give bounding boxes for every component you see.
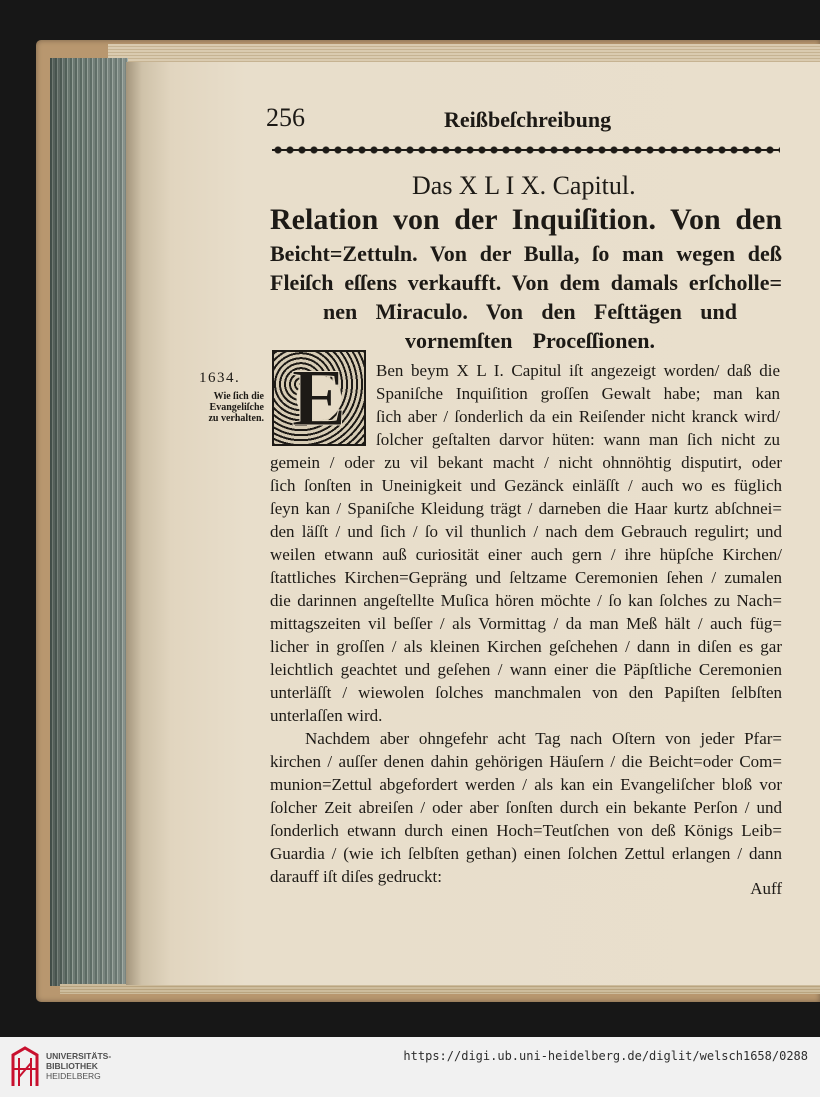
text-line: ſonderlich etwann durch einen Hoch=Teutſchen von deß Königs Leib= bbox=[270, 821, 782, 840]
chapter-heading: Das X L I X. Capitul. bbox=[412, 171, 636, 200]
margin-note-line: Evangeliſche bbox=[209, 402, 264, 413]
text-line: kirchen / auſſer denen dahin gehörigen Häuſern / die Beicht=oder Com= bbox=[270, 752, 782, 771]
text-line: den läſſt / und ſich / ſo vil thunlich / nach dem Gebrauch regulirt; und bbox=[270, 522, 782, 541]
text-line: mittagszeiten vil beſſer / als Vormittag / da man Meß hält / auch füg= bbox=[270, 614, 782, 633]
ornament-divider bbox=[272, 143, 780, 157]
text-line: ſich ſonſten in Uneinigkeit und Gezänck einläſſt / auch wo es füglich bbox=[270, 476, 782, 495]
text-line: Ben beym X L I. Capitul iſt angezeigt worden/ daß die bbox=[376, 361, 780, 380]
library-logo-icon bbox=[9, 1045, 41, 1089]
decorated-initial bbox=[272, 350, 366, 446]
catchword: Auff bbox=[750, 879, 782, 898]
page-edges-top bbox=[108, 44, 820, 64]
text-line: weilen etwann auß curiosität einer auch gern / ihre hüpſche Kirchen/ bbox=[270, 545, 782, 564]
text-line: gemein / oder zu vil bekant macht / nicht ohnnöhtig disputirt, oder bbox=[270, 453, 782, 472]
chapter-title-line: Beicht=Zettuln. Von der Bulla, ſo man wegen deß bbox=[270, 241, 782, 266]
chapter-title-line: nen Miraculo. Von den Feſttägen und bbox=[323, 299, 737, 324]
text-line: ſolcher Zeit abreiſen / oder aber ſonſten durch ein bekante Perſon / und bbox=[270, 798, 782, 817]
text-line: ſich aber / ſonderlich da ein Reiſender nicht kranck wird/ bbox=[376, 407, 780, 426]
page-edges-bottom bbox=[60, 984, 820, 994]
text-line: darauff iſt diſes gedruckt: bbox=[270, 867, 442, 886]
logo-text-line: UNIVERSITÄTS- bbox=[46, 1051, 112, 1061]
margin-note-line: zu verhalten. bbox=[208, 413, 264, 424]
logo-text-line: HEIDELBERG bbox=[46, 1071, 101, 1081]
page-edges-left bbox=[50, 58, 128, 986]
text-line: ſeyn kan / Spaniſche Kleidung trägt / darneben die Haar kurtz abſchnei= bbox=[270, 499, 782, 518]
text-line: munion=Zettul abgefordert werden / als kan ein Evangeliſcher bloß vor bbox=[270, 775, 782, 794]
text-line: licher in groſſen / als kleinen Kirchen geſchehen / dann in diſen es gar bbox=[270, 637, 782, 656]
initial-letter: E bbox=[291, 352, 347, 443]
text-line: leichtlich geachtet und geſehen / wann einer die Päpſtliche Ceremonien bbox=[270, 660, 782, 679]
text-line: ſtattliches Kirchen=Gepräng und ſeltzame Ceremonien ſehen / zumalen bbox=[270, 568, 782, 587]
chapter-title-line: Relation von der Inquiſition. Von den bbox=[270, 203, 782, 236]
logo-text-line: BIBLIOTHEK bbox=[46, 1061, 98, 1071]
text-line: Nachdem aber ohngefehr acht Tag nach Oſtern von jeder Pfar= bbox=[305, 729, 782, 748]
chapter-title-line: vornemſten Proceſſionen. bbox=[405, 328, 655, 353]
page-number: 256 bbox=[266, 103, 305, 132]
text-line: Guardia / (wie ich ſelbſten gethan) einen ſolchen Zettul erlangen / dann bbox=[270, 844, 782, 863]
running-title: Reißbeſchreibung bbox=[444, 107, 612, 132]
footer-bar bbox=[0, 1037, 820, 1097]
text-line: die darinnen angeſtellte Muſica hören möchte / ſo kan ſolches zu Nach= bbox=[270, 591, 782, 610]
text-line: ſolcher geſtalten darvor hüten: wann man ſich nicht zu bbox=[376, 430, 780, 449]
text-line: unterlaſſen wird. bbox=[270, 706, 383, 725]
margin-note-year: 1634. bbox=[199, 370, 241, 386]
permalink-url: https://digi.ub.uni-heidelberg.de/diglit/welsch1658/0288 bbox=[403, 1049, 808, 1063]
text-line: Spaniſche Inquiſition groſſen Gewalt habe; man kan bbox=[376, 384, 780, 403]
chapter-title-line: Fleiſch eſſens verkaufft. Von dem damals erſcholle= bbox=[270, 270, 782, 295]
text-line: unterläſſt / wiewolen ſolches manchmalen von den Papiſten ſelbſten bbox=[270, 683, 782, 702]
margin-note-line: Wie ſich die bbox=[213, 391, 264, 402]
